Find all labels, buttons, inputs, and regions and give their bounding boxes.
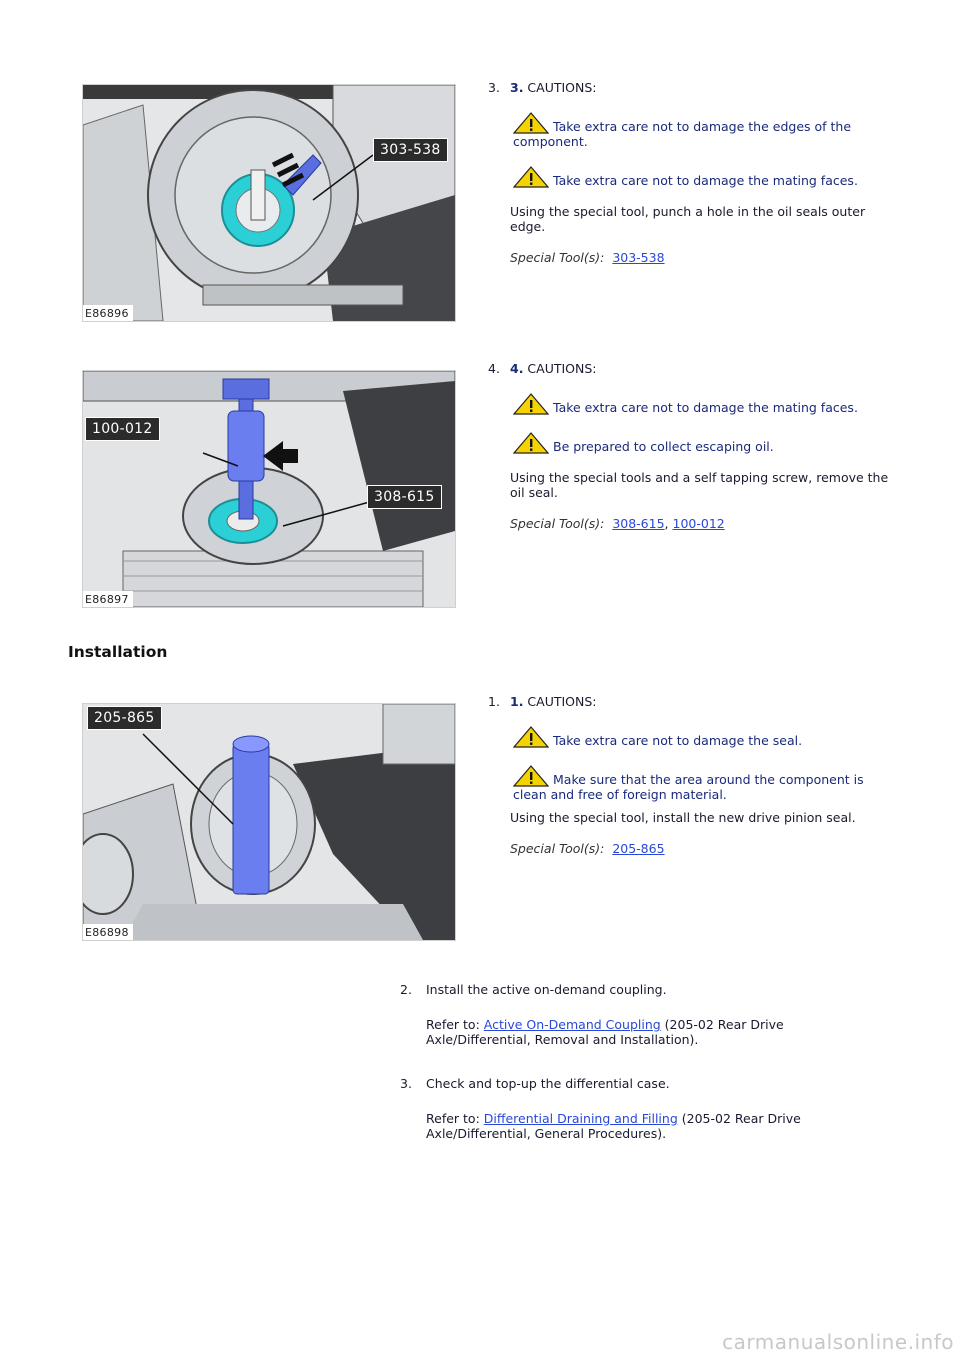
figure-e86898-illustration	[83, 704, 455, 940]
figure-e86897	[82, 370, 456, 608]
warning-icon	[513, 166, 549, 188]
figure-id: E86897	[83, 591, 133, 607]
refer-suffix: (205-02 Rear Drive Axle/Differential, Removal and Installation).	[426, 1017, 784, 1047]
tool-link-308-615[interactable]: 308-615	[612, 516, 665, 531]
caution-1	[510, 726, 890, 748]
step-number: 4.	[488, 361, 500, 376]
step-heading	[510, 694, 890, 709]
figure-e86896	[82, 84, 456, 322]
special-tools	[510, 841, 890, 856]
caution-text: Take extra care not to damage the edges of the component.	[513, 119, 852, 149]
refer-suffix: (205-02 Rear Drive Axle/Differential, General Procedures).	[426, 1111, 801, 1141]
refer-link-differential-draining-and-filling[interactable]: Differential Draining and Filling	[483, 1111, 678, 1126]
figure-tool-label: 205-865	[87, 706, 162, 730]
step-bold-number: 1.	[510, 694, 524, 709]
step-number: 3.	[488, 80, 500, 95]
caution-2	[510, 432, 890, 454]
step-text: Using the special tool, install the new drive pinion seal.	[510, 810, 856, 825]
figure-id: E86898	[83, 924, 133, 940]
step-heading-text: CAUTIONS:	[523, 361, 597, 376]
step-number: 3.	[400, 1076, 412, 1091]
step-text: Using the special tools and a self tapping screw, remove the oil seal.	[510, 470, 889, 500]
figure-id: E86896	[83, 305, 133, 321]
warning-icon	[513, 765, 549, 787]
figure-e86898	[82, 703, 456, 941]
refer-prefix: Refer to:	[426, 1017, 484, 1032]
section-title-installation: Installation	[68, 643, 168, 661]
install-step-3	[400, 1076, 866, 1141]
warning-icon	[513, 112, 549, 134]
caution-text: Take extra care not to damage the seal.	[553, 733, 803, 748]
warning-icon	[513, 726, 549, 748]
warning-icon	[513, 393, 549, 415]
step-text: Install the active on-demand coupling.	[426, 982, 667, 997]
step-number: 2.	[400, 982, 412, 997]
step-heading	[510, 80, 890, 95]
caution-1	[510, 112, 890, 149]
refer-to	[426, 1017, 866, 1047]
step-bold-number: 4.	[510, 361, 524, 376]
caution-2	[510, 166, 890, 188]
install-step-1	[488, 694, 890, 856]
special-tools: Special Tool(s): 308-615, 100-012	[510, 516, 725, 531]
step-bold-number: 3.	[510, 80, 524, 95]
tool-link-303-538[interactable]: 303-538	[612, 250, 665, 265]
special-tools	[510, 250, 890, 265]
tool-link-100-012[interactable]: 100-012	[672, 516, 725, 531]
refer-prefix: Refer to:	[426, 1111, 484, 1126]
figure-tool-label: 308-615	[367, 485, 442, 509]
figure-e86896-illustration	[83, 85, 455, 321]
caution-text: Take extra care not to damage the mating faces.	[553, 173, 858, 188]
special-tools-label: Special Tool(s):	[510, 250, 605, 265]
caution-2	[510, 765, 890, 802]
caution-1	[510, 393, 890, 415]
refer-to	[426, 1111, 866, 1141]
tool-link-205-865[interactable]: 205-865	[612, 841, 665, 856]
watermark: carmanualsonline.info	[722, 1330, 954, 1354]
install-step-2	[400, 982, 866, 1047]
caution-text: Take extra care not to damage the mating faces.	[553, 400, 858, 415]
step-text: Using the special tool, punch a hole in the oil seals outer edge.	[510, 204, 866, 234]
step-text: Check and top-up the differential case.	[426, 1076, 670, 1091]
figure-tool-label: 100-012	[85, 417, 160, 441]
removal-step-4	[488, 361, 890, 531]
special-tools-label: Special Tool(s):	[510, 841, 605, 856]
step-heading	[510, 361, 890, 376]
removal-step-3	[488, 80, 890, 265]
step-number: 1.	[488, 694, 500, 709]
caution-text: Be prepared to collect escaping oil.	[553, 439, 774, 454]
step-heading-text: CAUTIONS:	[523, 694, 597, 709]
caution-text: Make sure that the area around the component is clean and free of foreign material.	[513, 772, 864, 802]
step-heading-text: CAUTIONS:	[523, 80, 597, 95]
refer-link-active-on-demand-coupling[interactable]: Active On-Demand Coupling	[483, 1017, 661, 1032]
figure-tool-label: 303-538	[373, 138, 448, 162]
special-tools-label: Special Tool(s):	[510, 516, 605, 531]
warning-icon	[513, 432, 549, 454]
